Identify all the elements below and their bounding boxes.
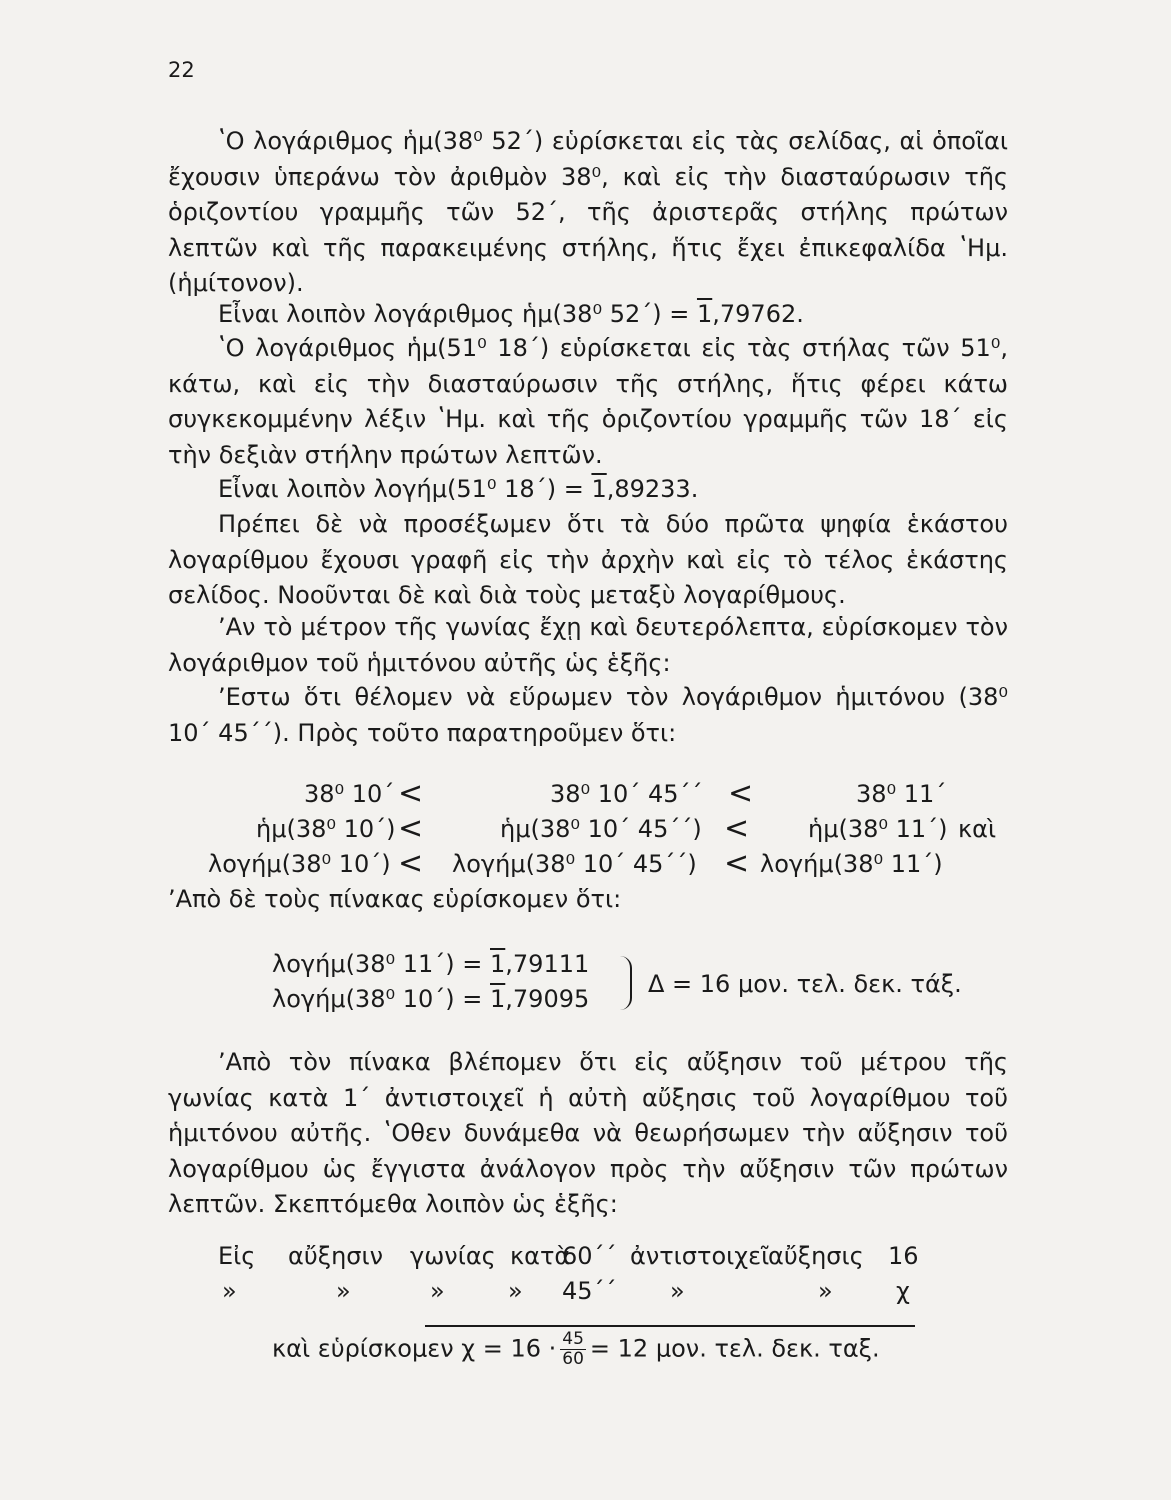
prop-r2-c4: 45΄΄ <box>562 1277 617 1305</box>
bar-characteristic: 1 <box>591 475 607 503</box>
prop-r2-c2: » <box>430 1277 445 1305</box>
ineq-r3-a: λογήμ(38⁰ 10΄) <box>208 850 391 878</box>
result-prefix: Εἶναι λοιπὸν λογάριθμος ἡμ(38⁰ 52΄) = <box>218 300 697 328</box>
mantissa: ,89233. <box>606 475 699 503</box>
result-log-51-18 <box>218 475 698 503</box>
ineq-r2-and: καὶ <box>958 815 997 843</box>
value-prefix: λογήμ(38⁰ 11΄) = <box>272 950 490 978</box>
prop-r1-c4: 60΄΄ <box>562 1242 617 1270</box>
table-value-38-10 <box>272 985 589 1013</box>
fraction-numerator: 45 <box>562 1329 584 1349</box>
prop-r2-c3: » <box>508 1277 523 1305</box>
paragraph-example: ʼΕστω ὅτι θέλομεν νὰ εὕρωμεν τὸν λογάριθμον ἡμιτόνου (38⁰ 10΄ 45΄΄). Πρὸς τοῦτο παρατηροῦμεν ὅτι: <box>168 683 1008 747</box>
prop-r1-c0: Εἰς <box>218 1242 256 1270</box>
table-value-38-11 <box>272 950 589 978</box>
paragraph-proportional: ʼΑπὸ τὸν πίνακα βλέπομεν ὅτι εἰς αὔξησιν τοῦ μέτρου τῆς γωνίας κατὰ 1΄ ἀντιστοιχεῖ ἡ αὐτὴ αὔξησις τοῦ λογαρίθμου τοῦ ἡμιτόνου αὐτῆς. ʽΟθεν δυνάμεθα νὰ θεωρήσωμεν τὴν αὔξησιν τοῦ λογαρίθμου ὡς ἔγγιστα ἀνάλογον πρὸς τὴν αὔξησιν τῶν πρώτων λεπτῶν. Σκεπτόμεθα λοιπὸν ὡς ἑξῆς: <box>168 1048 1008 1218</box>
prop-r1-c5: ἀντιστοιχεῖ <box>630 1242 770 1270</box>
prop-r2-c7: χ <box>896 1277 910 1305</box>
ineq-r2-c: ἡμ(38⁰ 11΄) <box>808 815 948 843</box>
ineq-r2-lt2: < <box>724 811 750 846</box>
underline-rule <box>425 1325 915 1327</box>
prop-r2-c5: » <box>670 1277 685 1305</box>
fraction-denominator: 60 <box>562 1349 584 1369</box>
result-prefix: Εἶναι λοιπὸν λογήμ(51⁰ 18΄) = <box>218 475 592 503</box>
page-number: 22 <box>168 58 195 82</box>
result-suffix: = 12 μον. τελ. δεκ. ταξ. <box>589 1334 880 1363</box>
mantissa: ,79762. <box>712 300 804 328</box>
ineq-r3-c: λογήμ(38⁰ 11΄) <box>760 850 943 878</box>
ineq-r3-b: λογήμ(38⁰ 10΄ 45΄΄) <box>452 850 697 878</box>
ineq-r2-b: ἡμ(38⁰ 10΄ 45΄΄) <box>500 815 702 843</box>
result-x <box>272 1330 880 1369</box>
bar-characteristic: 1 <box>490 950 506 978</box>
paragraph-log-51-18: ʽΟ λογάριθμος ἡμ(51⁰ 18΄) εὑρίσκεται εἰς τὰς στήλας τῶν 51⁰, κάτω, καὶ εἰς τὴν διασταύρωσιν τῆς στήλης, ἥτις φέρει κάτω συγκεκομμένην λέξιν ʽΗμ. καὶ τῆς ὁριζοντίου γραμμῆς τῶν 18΄ εἰς τὴν δεξιὰν στήλην πρώτων λεπτῶν. <box>168 334 1008 469</box>
ineq-r1-b: 38⁰ 10΄ 45΄΄ <box>550 780 703 808</box>
prop-r1-c2: γωνίας <box>410 1242 496 1270</box>
mantissa: ,79111 <box>505 950 590 978</box>
paragraph-seconds: ʼΑν τὸ μέτρον τῆς γωνίας ἔχῃ καὶ δευτερόλεπτα, εὑρίσκομεν τὸν λογάριθμον τοῦ ἡμιτόνου αὐτῆς ὡς ἑξῆς: <box>168 613 1008 677</box>
prop-r1-c1: αὔξησιν <box>288 1242 384 1270</box>
ineq-r1-lt2: < <box>728 776 754 811</box>
bar-characteristic: 1 <box>696 300 713 328</box>
fraction-45-60 <box>560 1330 586 1369</box>
paragraph-from-tables: ʼΑπὸ δὲ τοὺς πίνακας εὑρίσκομεν ὅτι: <box>168 885 622 913</box>
prop-r2-c1: » <box>336 1277 351 1305</box>
bar-characteristic: 1 <box>490 985 506 1013</box>
ineq-r1-lt1: < <box>398 776 424 811</box>
right-brace <box>620 956 632 1010</box>
ineq-r3-lt1: < <box>398 846 424 881</box>
ineq-r1-c: 38⁰ 11΄ <box>856 780 947 808</box>
ineq-r2-a: ἡμ(38⁰ 10΄) <box>256 815 396 843</box>
mantissa: ,79095 <box>505 985 590 1013</box>
prop-r1-c7: 16 <box>888 1242 919 1270</box>
paragraph-log-sine-lookup: ʽΟ λογάριθμος ἡμ(38⁰ 52΄) εὑρίσκεται εἰς τὰς σελίδας, αἱ ὁποῖαι ἔχουσιν ὑπεράνω τὸν ἀριθμὸν 38⁰, καὶ εἰς τὴν διασταύρωσιν τῆς ὁριζοντίου γραμμῆς τῶν 52΄, τῆς ἀριστερᾶς στήλης πρώτων λεπτῶν καὶ τῆς παρακειμένης στήλης, ἥτις ἔχει ἐπικεφαλίδα ʽΗμ. (ἡμίτονον). <box>168 127 1008 297</box>
prop-r2-c0: » <box>222 1277 237 1305</box>
prop-r2-c6: » <box>818 1277 833 1305</box>
ineq-r2-lt1: < <box>398 811 424 846</box>
result-log-38-52 <box>218 300 804 328</box>
ineq-r1-a: 38⁰ 10΄ <box>304 780 395 808</box>
paragraph-first-two-digits: Πρέπει δὲ νὰ προσέξωμεν ὅτι τὰ δύο πρῶτα ψηφία ἑκάστου λογαρίθμου ἔχουσι γραφῆ εἰς τὴν ἀρχὴν καὶ εἰς τὸ τέλος ἑκάστης σελίδος. Νοοῦνται δὲ καὶ διὰ τοὺς μεταξὺ λογαρίθμους. <box>168 510 1008 609</box>
prop-r1-c3: κατὰ <box>510 1242 571 1270</box>
value-prefix: λογήμ(38⁰ 10΄) = <box>272 985 490 1013</box>
result-prefix: καὶ εὑρίσκομεν χ = 16 · <box>272 1334 557 1363</box>
prop-r1-c6: αὔξησις <box>768 1242 864 1270</box>
delta-difference: Δ = 16 μον. τελ. δεκ. τάξ. <box>648 970 962 998</box>
ineq-r3-lt2: < <box>724 846 750 881</box>
